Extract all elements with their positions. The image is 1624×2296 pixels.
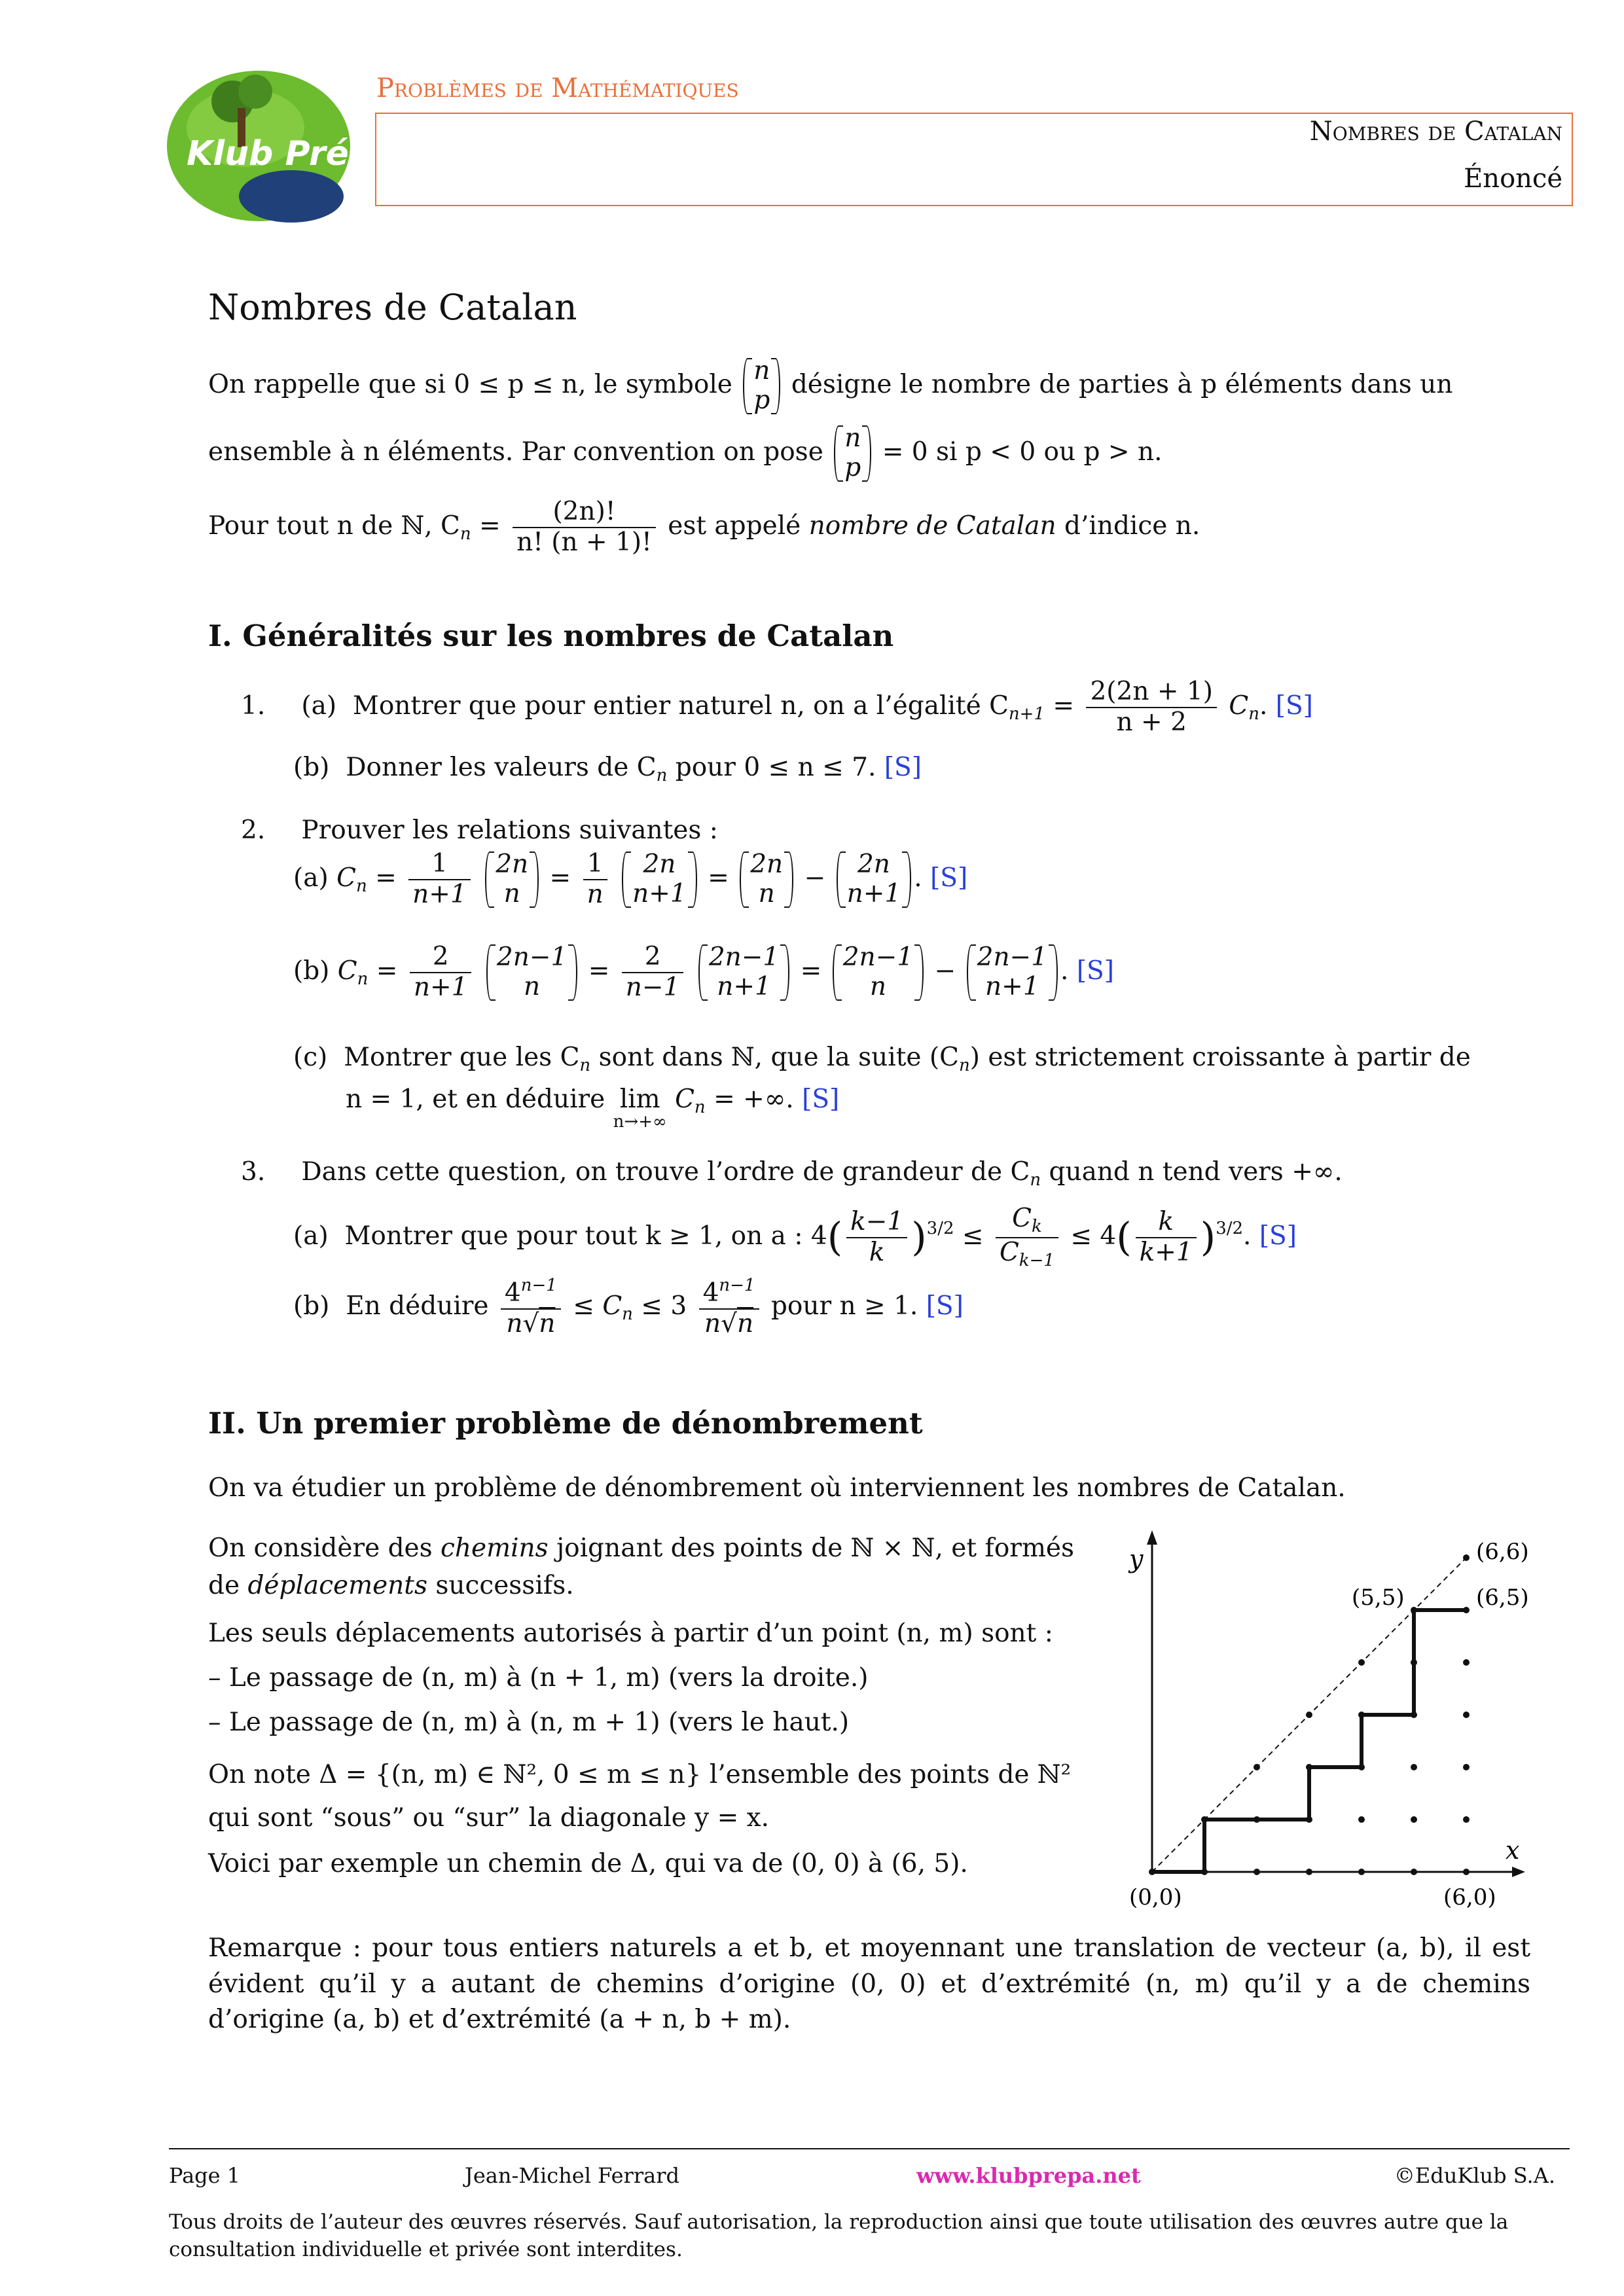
lattice-point: [1254, 1869, 1260, 1875]
header-box: [375, 113, 1573, 206]
intro-text: désigne le nombre de parties à p éléments dans un: [791, 369, 1453, 399]
question-2a: (a) $C_n$ = $\frac{1}{n+1}$ 2n n = $\frac{1}{n}$ 2n n+1 = 2n n − 2n n+1 . [S]: [293, 849, 968, 909]
footer-author: Jean-Michel Ferrard: [465, 2163, 679, 2188]
solution-link[interactable]: [S]: [930, 863, 968, 893]
point-label: (5,5): [1352, 1585, 1405, 1611]
point-label: (6,0): [1443, 1884, 1496, 1910]
point-label: (0,0): [1129, 1884, 1182, 1910]
lattice-point: [1306, 1712, 1312, 1718]
question-2b: (b) $C_n$ = $\frac{2}{n+1}$ 2n−1 n = $\frac{2}{n-1}$ 2n−1 n+1 = 2n−1 n − 2n−1 n+1 . [S]: [293, 942, 1114, 1002]
solution-link[interactable]: [S]: [884, 753, 922, 782]
question-1b: (b) Donner les valeurs de $C_n$ pour 0 ≤ n ≤ 7. [S]: [293, 753, 922, 785]
lattice-point: [1463, 1554, 1470, 1561]
binomial-n-p: n p: [834, 424, 871, 483]
paragraph: On note Δ = {(n, m) ∈ ℕ², 0 ≤ m ≤ n} l’ensemble des points de ℕ²: [208, 1760, 1072, 1789]
solution-link[interactable]: [S]: [1275, 691, 1313, 721]
intro-line-1: [208, 357, 1530, 416]
paragraph-chemins: On considère des chemins joignant des points de ℕ × ℕ, et formés de déplacements successifs.: [208, 1534, 1075, 1600]
solution-link[interactable]: [S]: [1076, 956, 1114, 986]
doc-type: Énoncé: [1464, 164, 1562, 194]
intro-text: = 0 si p < 0 ou p > n.: [882, 437, 1163, 467]
intro-text: ensemble à n éléments. Par convention on pose: [208, 437, 823, 467]
lattice-point: [1358, 1659, 1365, 1666]
y-axis-arrow-icon: [1147, 1530, 1157, 1545]
point-label: (6,5): [1476, 1585, 1529, 1611]
solution-link[interactable]: [S]: [802, 1085, 840, 1115]
section-heading-1: I. Généralités sur les nombres de Catalan: [208, 619, 894, 653]
intro-line-3: Pour tout n de ℕ, $C_n$ = $\frac{(2n)!}{n! (n + 1)!}$ est appelé nombre de Catalan d’indice n.: [208, 497, 1200, 557]
question-2c: (c) Montrer que les $C_n$ sont dans ℕ, que la suite $(C_n)$ est strictement croissante à partir de n = 1, et en déduire lim n→+∞ $C_n$ = +∞. [S]: [293, 1043, 1471, 1132]
list-item: – Le passage de (n, m) à (n, m + 1) (vers le haut.): [208, 1708, 850, 1737]
question-3a: (a) Montrer que pour tout k ≥ 1, on a : 4( $\frac{k-1}{k}$ )$^{3/2}$ ≤ $\frac{C_k}{C_{k-1}}$ ≤ 4( $\frac{k}{k+1}$ )$^{3/2}$. [S]: [293, 1204, 1297, 1270]
fraction: $\frac{2(2n + 1)}{n + 2}$: [1086, 677, 1216, 738]
series-title: Problèmes de Mathématiques: [376, 73, 739, 103]
lattice-point: [1463, 1659, 1470, 1666]
footer-rule: [169, 2148, 1570, 2149]
logo-text: Klub Prépa: [187, 134, 397, 173]
lattice-point: [1254, 1764, 1260, 1770]
y-axis-label: y: [1129, 1545, 1144, 1573]
section-heading-2: II. Un premier problème de dénombrement: [208, 1406, 923, 1441]
lattice-point: [1306, 1869, 1312, 1875]
x-axis-label: x: [1506, 1836, 1520, 1865]
lattice-point: [1463, 1816, 1470, 1823]
footer-url[interactable]: www.klubprepa.net: [916, 2163, 1141, 2188]
intro-line-2: [208, 424, 1162, 483]
lattice-point: [1411, 1764, 1417, 1770]
solution-link[interactable]: [S]: [926, 1291, 964, 1321]
paragraph: On va étudier un problème de dénombrement où interviennent les nombres de Catalan.: [208, 1473, 1346, 1503]
paragraph: qui sont “sous” ou “sur” la diagonale y = x.: [208, 1803, 770, 1833]
doc-title: Nombres de Catalan: [1309, 117, 1562, 147]
question-2: 2. Prouver les relations suivantes :: [241, 816, 718, 845]
footer-page: Page 1: [169, 2163, 241, 2188]
lattice-point: [1358, 1869, 1365, 1875]
lattice-path-diagram: [1106, 1518, 1538, 1924]
lattice-point: [1411, 1869, 1417, 1875]
intro-text: Pour tout n de ℕ, C: [208, 511, 460, 541]
footer-rights: Tous droits de l’auteur des œuvres réservés. Sauf autorisation, la reproduction ainsi que toute utilisation des œuvres autre que la consultation individuelle et privée sont interdites.: [169, 2210, 1509, 2261]
lattice-point: [1358, 1816, 1365, 1823]
catalan-formula: $\frac{(2n)!}{n! (n + 1)!}$: [513, 497, 656, 558]
page-title: Nombres de Catalan: [208, 287, 577, 328]
lattice-point: [1463, 1869, 1470, 1875]
list-item: – Le passage de (n, m) à (n + 1, m) (vers la droite.): [208, 1663, 869, 1693]
point-label: (6,6): [1476, 1539, 1529, 1565]
intro-text: est appelé: [668, 511, 801, 541]
question-1a: 1. (a) Montrer que pour entier naturel n, on a l’égalité $C_{n+1}$ = $\frac{2(2n + 1)}{n + 2}$ $C_n$. [S]: [241, 677, 1313, 737]
paragraph: Voici par exemple un chemin de Δ, qui va de (0, 0) à (6, 5).: [208, 1849, 968, 1878]
paragraph: Les seuls déplacements autorisés à partir d’un point (n, m) sont :: [208, 1619, 1053, 1648]
lattice-point: [1411, 1816, 1417, 1823]
path-figure: [1106, 1518, 1538, 1924]
question-3: 3. Dans cette question, on trouve l’ordre de grandeur de $C_n$ quand n tend vers +∞.: [241, 1157, 1343, 1190]
intro-text: On rappelle que si 0 ≤ p ≤ n, le symbole: [208, 369, 732, 399]
lattice-point: [1463, 1712, 1470, 1718]
footer-copyright: ©EduKlub S.A.: [1394, 2163, 1555, 2188]
lattice-point: [1463, 1764, 1470, 1770]
solution-link[interactable]: [S]: [1259, 1221, 1297, 1251]
intro-text: d’indice n.: [1064, 511, 1200, 541]
question-3b: (b) En déduire $\frac{4^{n-1}}{n√n}$ ≤ $C_n \le 3$ $\frac{4^{n-1}}{n√n}$ pour n ≥ 1. [S]: [293, 1276, 964, 1338]
example-path: [1152, 1610, 1466, 1872]
binomial-n-p: n p: [743, 357, 780, 416]
x-axis-arrow-icon: [1512, 1867, 1525, 1877]
remark: Remarque : pour tous entiers naturels a et b, et moyennant une translation de vecteur (a, b), il est évident qu’il y a autant de chemins d’origine (0, 0) et d’extrémité (n, m) qu’il y a de chemins d’origine (a, b) et d’extrémité (a + n, b + m).: [208, 1933, 1530, 2035]
intro-italic: nombre de Catalan: [808, 511, 1056, 541]
